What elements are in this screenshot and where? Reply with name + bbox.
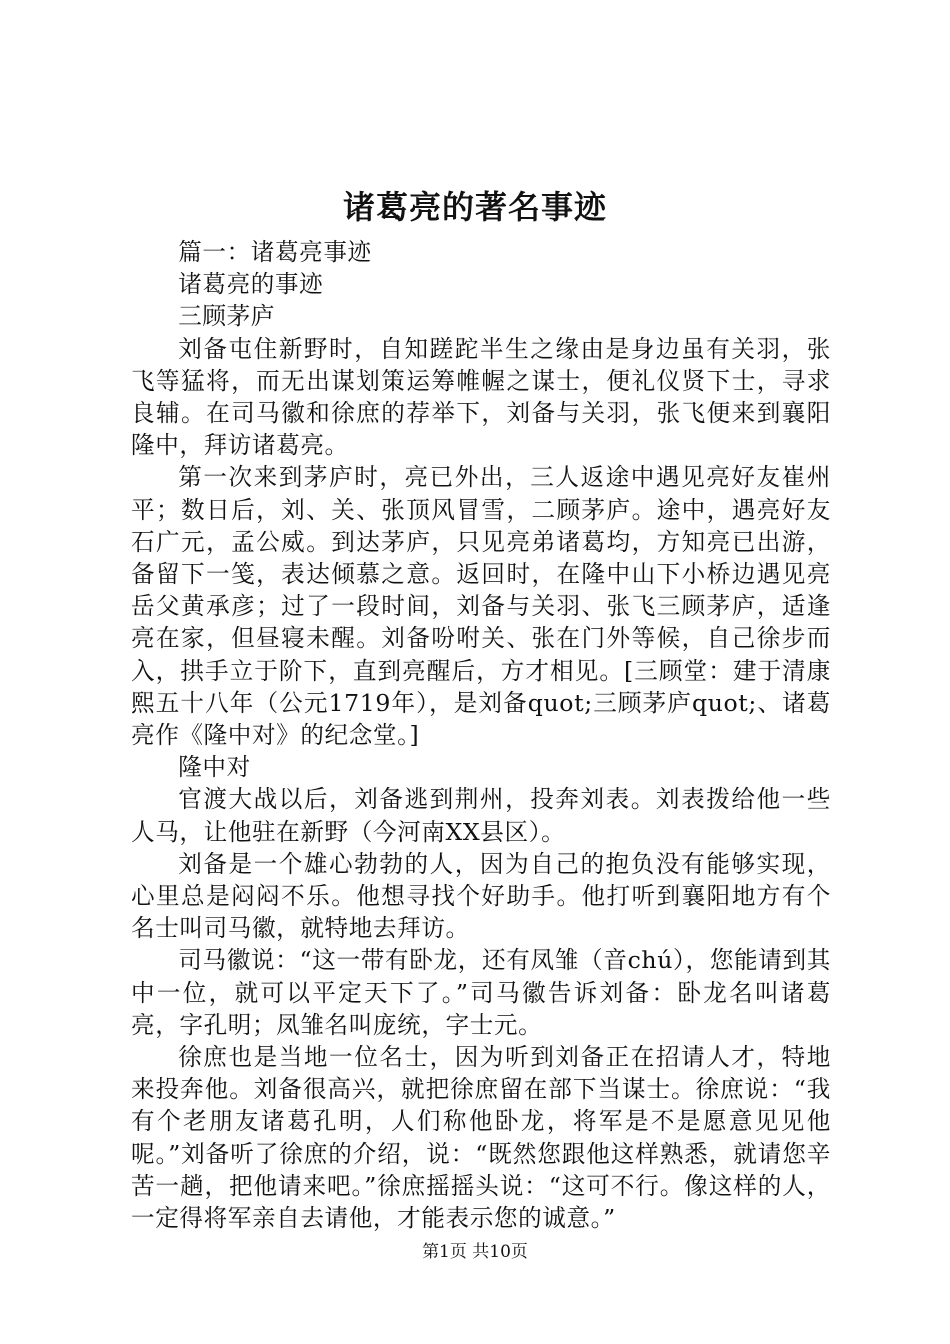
- page-footer: 第1页 共10页: [422, 1242, 528, 1262]
- paragraph-subtitle: 诸葛亮的事迹: [178, 270, 324, 299]
- paragraph-body: 刘备是一个雄心勃勃的人，因为自己的抱负没有能够实现，心里总是闷闷不乐。他想寻找个好助手。他打听到襄阳地方有个名士叫司马徽，就特地去拜访。: [131, 849, 831, 943]
- document-title: 诸葛亮的著名事迹: [342, 188, 607, 226]
- paragraph-body: 官渡大战以后，刘备逃到荆州，投奔刘表。刘表拨给他一些人马，让他驻在新野（今河南XX县区）。: [131, 785, 831, 846]
- paragraph-body: 司马徽说：“这一带有卧龙，还有凤雏（音chú），您能请到其中一位，就可以平定天下了。”司马徽告诉刘备：卧龙名叫诸葛亮，字孔明；凤雏名叫庞统，字士元。: [131, 946, 831, 1039]
- paragraph-section-heading: 篇一：诸葛亮事迹: [178, 238, 372, 266]
- paragraph-heading-sangu: 三顾茅庐: [178, 302, 275, 331]
- document-body: [131, 236, 831, 1234]
- paragraph-heading-longzhong: 隆中对: [178, 753, 251, 782]
- paragraph-body: 刘备屯住新野时，自知蹉跎半生之缘由是身边虽有关羽，张飞等猛将，而无出谋划策运筹帷幄之谋士，便礼仪贤下士，寻求良辅。在司马徽和徐庶的荐举下，刘备与关羽，张飞便来到襄阳隆中，拜访诸葛亮。: [131, 334, 831, 460]
- paragraph-body: 第一次来到茅庐时，亮已外出，三人返途中遇见亮好友崔州平；数日后，刘、关、张顶风冒雪，二顾茅庐。途中，遇亮好友石广元，孟公威。到达茅庐，只见亮弟诸葛均，方知亮已出游，备留下一笺，表达倾慕之意。返回时，在隆中山下小桥边遇见亮岳父黄承彦；过了一段时间，刘备与关羽、张飞三顾茅庐，适逢亮在家，但昼寝未醒。刘备吩咐关、张在门外等候，自己徐步而入，拱手立于阶下，直到亮醒后，方才相见。[三顾堂：建于清康熙五十八年（公元1719年），是刘备quot;三顾茅庐quot;、诸葛亮作《隆中对》的纪念堂。]: [131, 463, 831, 750]
- paragraph-body: 徐庶也是当地一位名士，因为听到刘备正在招请人才，特地来投奔他。刘备很高兴，就把徐庶留在部下当谋士。徐庶说：“我有个老朋友诸葛孔明，人们称他卧龙，将军是不是愿意见见他呢。”刘备听了徐庶的介绍，说：“既然您跟他这样熟悉，就请您辛苦一趟，把他请来吧。”徐庶摇摇头说：“这可不行。像这样的人，一定得将军亲自去请他，才能表示您的诚意。”: [131, 1043, 831, 1233]
